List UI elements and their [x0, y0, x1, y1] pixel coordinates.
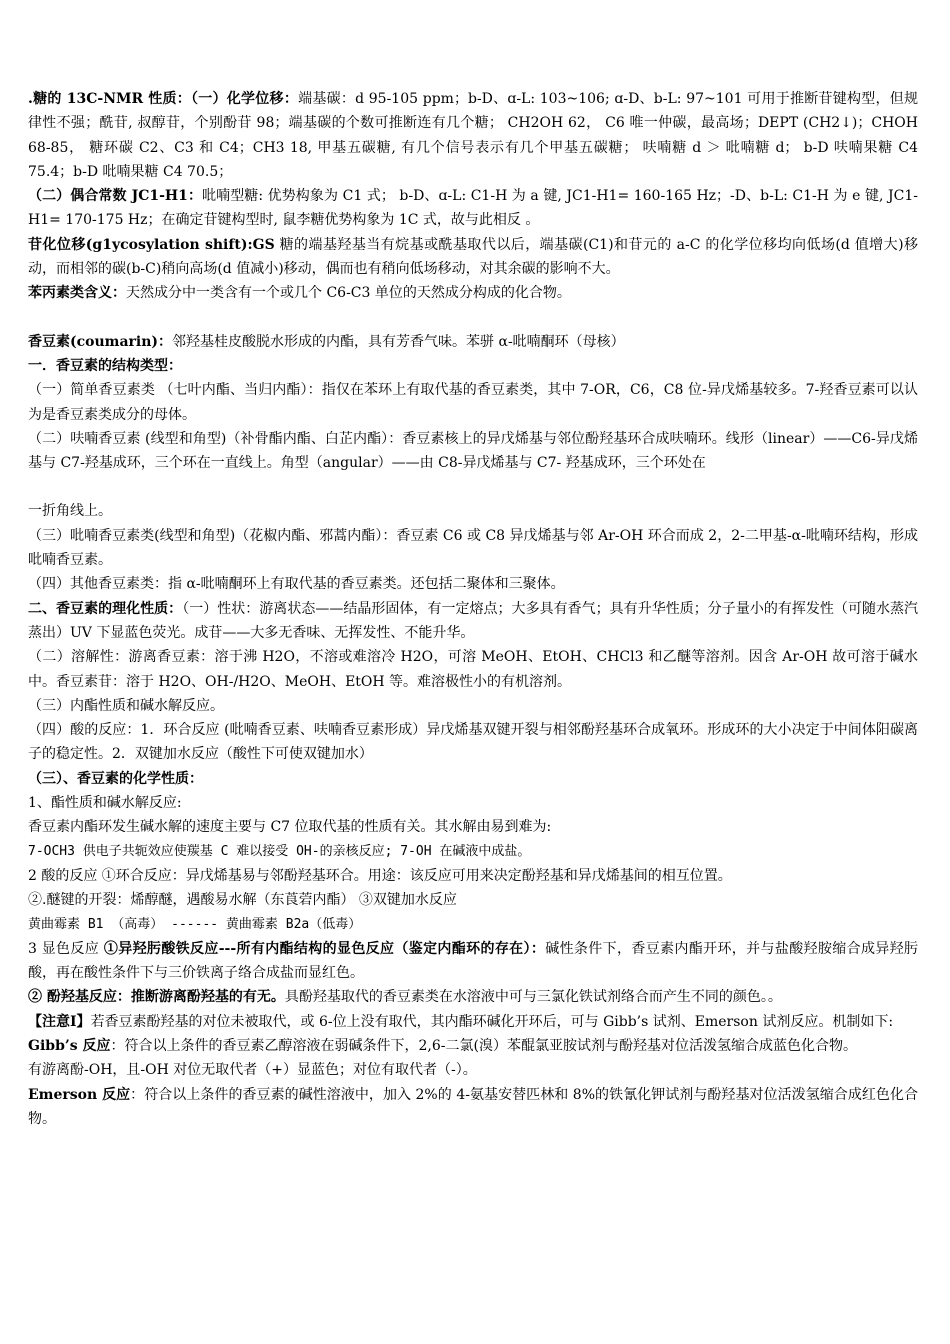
nmr-paragraph-3 — [28, 233, 918, 282]
paragraph: （二）呋喃香豆素 (线型和角型)（补骨酯内酯、白芷内酯）：香豆素核上的异戊烯基与邻位酚羟基环合成呋喃环。线形（linear）——C6-异戊烯基与 C7-羟基成环，三个环在一直线上。角型（angular）——由 C8-异戊烯基与 C7- 羟基成环，三个环处在 — [28, 430, 918, 472]
document-page — [28, 87, 918, 1131]
emerson-heading: Emerson 反应 — [28, 1086, 131, 1103]
note-label: 【注意Ⅰ】 — [28, 1013, 91, 1030]
paragraph: 黄曲霉素 B1 （高毒） ------ 黄曲霉素 B2a（低毒） — [28, 916, 362, 932]
paragraph: （三）内酯性质和碱水解反应。 — [28, 697, 224, 714]
paragraph: 香豆素内酯环发生碱水解的速度主要与 C7 位取代基的性质有关。其水解由易到难为: — [28, 819, 552, 836]
section-heading-structure — [28, 354, 918, 378]
physchem-paragraph — [28, 597, 918, 646]
paragraph: （一）简单香豆素类 （七叶内酯、当归内酯）：指仅在苯环上有取代基的香豆素类，其中 7-OR，C6，C8 位-异戊烯基较多。7-羟香豆素可以认为是香豆素类成分的母体。 — [28, 382, 918, 423]
physchem-text: （一）性状：游离状态——结晶形固体，有一定熔点；大多具有香气；具有升华性质；分子量小的有挥发性（可随水蒸汽蒸出）UV 下显蓝色荧光。成苷——大多无香味、无挥发性、不能升华。 — [28, 600, 919, 641]
hydroxamic-heading: ①异羟肟酸铁反应---所有内酯结构的显色反应（鉴定内酯环的存在）： — [103, 940, 546, 957]
nmr-text-4: 天然成分中一类含有一个或几个 C6-C3 单位的天然成分构成的化合物。 — [126, 285, 571, 302]
coupling-heading: （二）偶合常数 JC1-H1： — [28, 188, 203, 205]
coumarin-definition — [28, 330, 918, 354]
emerson-paragraph — [28, 1083, 918, 1132]
paragraph: ②.醚键的开裂：烯醇醚，遇酸易水解（东莨菪内酯） ③双键加水反应 — [28, 892, 457, 909]
paragraph: 7-OCH3 供电子共轭效应使羰基 C 难以接受 OH-的亲核反应; 7-OH 在碱液中成盐。 — [28, 843, 531, 859]
paragraph: 一折角线上。 — [28, 503, 112, 520]
text: 若香豆素酚羟基的对位未被取代，或 6-位上没有取代，其内酯环碱化开环后，可与 Gibb’s 试剂、Emerson 试剂反应。机制如下: — [90, 1013, 894, 1030]
paragraph: （三）吡喃香豆素类(线型和角型)（花椒内酯、邪蒿内酯）：香豆素 C6 或 C8 异戊烯基与邻 Ar-OH 环合而成 2，2-二甲基-α-吡喃环结构，形成吡喃香豆素。 — [28, 527, 918, 569]
phenylpropanoid-heading: 苯丙素类含义： — [28, 285, 126, 302]
spacer — [28, 306, 918, 330]
color-reaction-paragraph — [28, 937, 918, 986]
text: ：符合以上条件的香豆素乙醇溶液在弱碱条件下，2,6-二氯(溴）苯醌氯亚胺试剂与酚羟基对位活泼氢缩合成蓝色化合物。 — [110, 1037, 857, 1054]
nmr-text-3: 糖的端基羟基当有烷基或酰基取代以后，端基碳(C1)和苷元的 a-C 的化学位移均向低场(d 值增大)移动，而相邻的碳(b-C)稍向高场(d 值减小)移动，偶而也有稍向低场移动，对其余碳的影响不大。 — [28, 236, 918, 278]
nmr-text-1: 端基碳：d 95-105 ppm；b-D、ɑ-L: 103~106; ɑ-D、b-L: 97~101 可用于推断苷键构型，但规律性不强；酰苷, 叔醇苷，个别酚苷 98；端基碳的个数可推断连有几个糖； CH2OH 62， C6 唯一仲碳，最高场；DEPT (CH2↓)；CHOH 68-85， 糖环碳 C2、C3 和 C4；CH3 18, 甲基五碳糖, 有几个信号表示有几个甲基五碳糖； 呋喃糖 d ＞ 吡喃糖 d； b-D 呋喃果糖 C4 75.4；b-D 吡喃果糖 C4 70.5； — [28, 91, 918, 180]
section-heading-chemical — [28, 767, 918, 791]
paragraph: 2 酸的反应 ①环合反应：异戊烯基易与邻酚羟基环合。用途：该反应可用来决定酚羟基和异戊烯基间的相互位置。 — [28, 867, 732, 884]
coumarin-definition-text: 邻羟基桂皮酸脱水形成的内酯，具有芳香气味。苯骈 α-吡喃酮环（母核） — [172, 333, 625, 350]
phenol-reaction-paragraph — [28, 985, 918, 1009]
glycosylation-heading: 苷化位移(g1ycosylation shift):GS — [28, 236, 275, 253]
text: 3 显色反应 — [28, 940, 104, 957]
gibbs-heading: Gibb’s 反应 — [28, 1037, 111, 1054]
nmr-paragraph-2 — [28, 184, 918, 233]
spacer — [28, 475, 918, 499]
nmr-text-2: 吡喃型糖: 优势构象为 C1 式； b-D、ɑ-L: C1-H 为 a 键, JC1-H1= 160-165 Hz；-D、b-L: C1-H 为 e 键, JC1-H1= 170-175 Hz；在确定苷键构型时, 鼠李糖优势构象为 1C 式，故与此相反 。 — [28, 188, 918, 229]
nmr-paragraph-4 — [28, 281, 918, 305]
paragraph: （四）其他香豆素类：指 α-吡喃酮环上有取代基的香豆素类。还包括二聚体和三聚体。 — [28, 576, 565, 593]
paragraph: 有游离酚-OH，且-OH 对位无取代者（+）显蓝色；对位有取代者（-）。 — [28, 1062, 477, 1079]
text: ：符合以上条件的香豆素的碱性溶液中，加入 2%的 4-氨基安替匹林和 8%的铁氰化钾试剂与酚羟基对位活泼氢缩合成红色化合物。 — [28, 1086, 918, 1127]
note-paragraph — [28, 1010, 918, 1034]
text: 具酚羟基取代的香豆素类在水溶液中可与三氯化铁试剂络合而产生不同的颜色。。 — [284, 989, 782, 1006]
paragraph: 1、酯性质和碱水解反应: — [28, 795, 182, 812]
text: 碱性条件下，香豆素内酯开环，并与盐酸羟胺缩合成异羟肟酸，再在酸性条件下与三价铁离子络合成盐而显红色。 — [28, 940, 919, 982]
phenol-heading: ② 酚羟基反应：推断游离酚羟基的有无。 — [28, 989, 285, 1006]
physchem-heading: 二、香豆素的理化性质： — [28, 600, 183, 617]
paragraph: （四）酸的反应：1．环合反应 (吡喃香豆素、呋喃香豆素形成）异戊烯基双键开裂与相邻酚羟基环合成氧环。形成环的大小决定于中间体阳碳离子的稳定性。2．双键加水反应（酸性下可使双键加水） — [28, 722, 918, 763]
paragraph: （二）溶解性：游离香豆素：溶于沸 H2O，不溶或难溶冷 H2O，可溶 MeOH、EtOH、CHCl3 和乙醚等溶剂。因含 Ar-OH 故可溶于碱水中。香豆素苷：溶于 H2O、OH-/H2O、MeOH、EtOH 等。难溶极性小的有机溶剂。 — [28, 649, 918, 690]
chemical-heading: （三）、香豆素的化学性质： — [28, 770, 203, 787]
nmr-paragraph-1 — [28, 87, 918, 184]
gibbs-paragraph — [28, 1034, 918, 1058]
nmr-heading: .糖的 13C-NMR 性质：（一）化学位移： — [28, 91, 299, 107]
structure-heading: 一．香豆素的结构类型： — [28, 357, 182, 374]
coumarin-heading: 香豆素(coumarin)： — [28, 333, 173, 350]
